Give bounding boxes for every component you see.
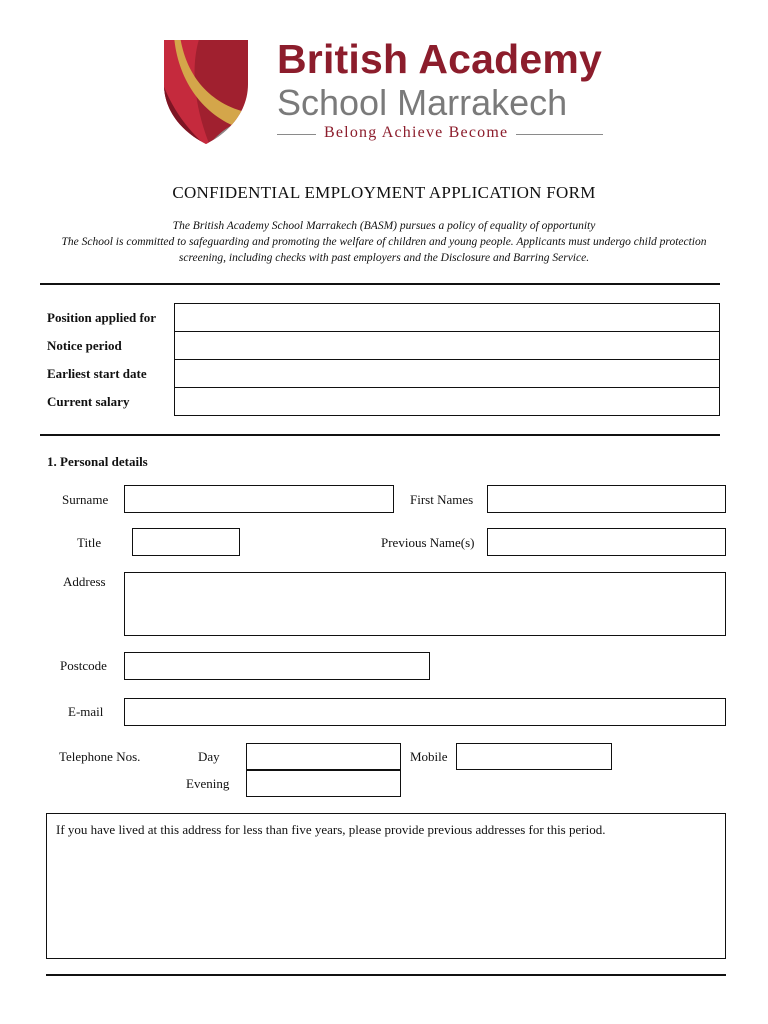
start-date-field[interactable] bbox=[174, 359, 720, 388]
mobile-label: Mobile bbox=[410, 749, 448, 764]
surname-label: Surname bbox=[62, 492, 109, 507]
school-name: British Academy bbox=[277, 36, 603, 82]
notice-field[interactable] bbox=[174, 331, 720, 360]
school-crest-logo bbox=[160, 36, 254, 146]
address-label: Address bbox=[63, 574, 106, 589]
salary-label: Current salary bbox=[47, 394, 130, 409]
email-label: E-mail bbox=[68, 704, 104, 719]
evening-phone-label: Evening bbox=[186, 776, 230, 791]
postcode-field[interactable] bbox=[124, 652, 430, 680]
form-title: CONFIDENTIAL EMPLOYMENT APPLICATION FORM bbox=[172, 183, 596, 202]
postcode-label: Postcode bbox=[60, 658, 107, 673]
evening-phone-field[interactable] bbox=[246, 770, 401, 797]
tagline: Belong Achieve Become bbox=[316, 124, 516, 142]
first-names-label: First Names bbox=[410, 492, 474, 507]
position-field[interactable] bbox=[174, 303, 720, 332]
policy-line-2: The School is committed to safeguarding and promoting the welfare of children and young people. Applicants must undergo child protection bbox=[61, 236, 707, 248]
first-names-field[interactable] bbox=[487, 485, 726, 513]
mobile-field[interactable] bbox=[456, 743, 612, 770]
section-divider bbox=[46, 974, 726, 976]
policy-line-3: screening, including checks with past employers and the Disclosure and Barring Service. bbox=[178, 252, 590, 264]
address-field[interactable] bbox=[124, 572, 726, 636]
email-field[interactable] bbox=[124, 698, 726, 726]
day-phone-field[interactable] bbox=[246, 743, 401, 770]
section-divider bbox=[40, 434, 720, 436]
title-field[interactable] bbox=[132, 528, 240, 556]
day-phone-label: Day bbox=[198, 749, 220, 764]
title-label: Title bbox=[77, 535, 102, 550]
salary-field[interactable] bbox=[174, 387, 720, 416]
telephone-label: Telephone Nos. bbox=[59, 749, 141, 764]
position-label: Position applied for bbox=[47, 310, 157, 325]
previous-addresses-note: If you have lived at this address for less than five years, please provide previous addresses for this period. bbox=[56, 822, 606, 837]
previous-addresses-field[interactable] bbox=[46, 813, 726, 959]
notice-label: Notice period bbox=[47, 338, 122, 353]
personal-heading: 1. Personal details bbox=[47, 454, 148, 469]
school-city: School Marrakech bbox=[277, 82, 568, 123]
start-date-label: Earliest start date bbox=[47, 366, 147, 381]
section-divider bbox=[40, 283, 720, 285]
previous-names-label: Previous Name(s) bbox=[381, 535, 475, 550]
surname-field[interactable] bbox=[124, 485, 394, 513]
previous-names-field[interactable] bbox=[487, 528, 726, 556]
policy-line-1: The British Academy School Marrakech (BASM) pursues a policy of equality of opportunity bbox=[172, 220, 596, 232]
